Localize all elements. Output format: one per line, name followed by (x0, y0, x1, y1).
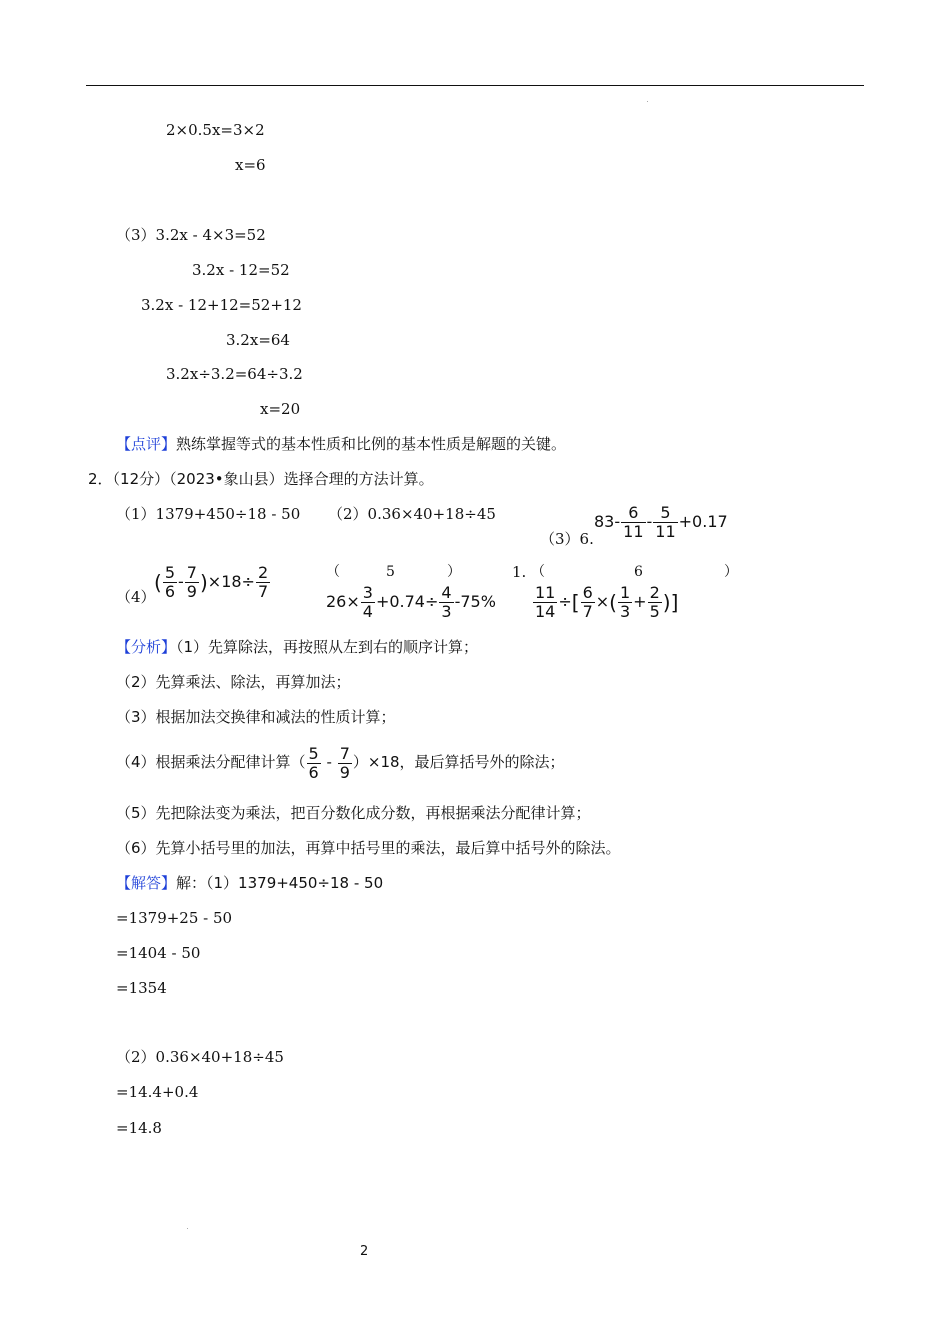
question-title: 2．（12分）（2023•象山县）选择合理的方法计算。 (88, 470, 434, 488)
analysis-line: （2）先算乘法、除法，再算加法； (116, 673, 351, 691)
problem-3-expression (594, 502, 728, 542)
answer-line: =14.4+0.4 (116, 1083, 199, 1101)
problem-6-open: （ (531, 564, 545, 580)
fraction: $\frac{2}{5}$ (649, 583, 660, 621)
expr-text: - (646, 512, 653, 531)
equation-line: 3.2x=64 (226, 331, 290, 349)
problem-5-close: ） (447, 564, 461, 580)
expr-text: +0.17 (678, 512, 728, 531)
speck (187, 1228, 188, 1229)
equation-line: 3.2x - 12+12=52+12 (141, 296, 302, 314)
expr-text: 83- (594, 512, 621, 531)
fraction: $\frac{5}{6}$ (164, 563, 175, 601)
problem-5-open: （ (326, 564, 340, 580)
answer-line: =14.8 (116, 1119, 162, 1137)
comment-tag: 【点评】 (116, 435, 177, 453)
analysis-tag: 【分析】 (116, 638, 177, 656)
analysis-line: （6）先算小括号里的加法，再算中括号里的乘法，最后算中括号外的除法。 (116, 839, 621, 857)
equation-line: 2×0.5x=3×2 (166, 121, 265, 139)
fraction: $\frac{11}{14}$ (535, 583, 556, 621)
comment-line (116, 434, 566, 454)
answer-line: =1404 - 50 (116, 944, 201, 962)
analysis-line (116, 637, 478, 657)
analysis-text: （1）先算除法，再按照从左到右的顺序计算； (176, 638, 479, 656)
fraction: $\frac{6}{7}$ (582, 583, 593, 621)
problem-6-prefix: 1. (512, 563, 527, 581)
analysis-line: （3）根据加法交换律和减法的性质计算； (116, 708, 396, 726)
problem-1: （1）1379+450÷18 - 50 (116, 505, 301, 523)
fraction: $\frac{3}{4}$ (362, 583, 373, 621)
problem-6-number: 6 (634, 564, 643, 580)
speck (647, 101, 648, 102)
answer-text: 解：（1）1379+450÷18 - 50 (176, 874, 384, 892)
problem-5-number: 5 (386, 564, 395, 580)
equation-line: 3.2x - 12=52 (192, 261, 290, 279)
equation-line: （3）3.2x - 4×3=52 (116, 226, 266, 244)
fraction: $\frac{2}{7}$ (257, 563, 269, 601)
fraction: $\frac{5}{11}$ (655, 503, 676, 541)
fraction: $\frac{7}{9}$ (339, 744, 350, 782)
fraction: $\frac{1}{3}$ (619, 583, 631, 621)
analysis-line: （4）根据乘法分配律计算（ $\frac{5}{6}$ - $\frac{7}{9}$ ）×18，最后算括号外的除法； (116, 744, 565, 782)
problem-6-close: ） (724, 564, 738, 580)
problem-2: （2）0.36×40+18÷45 (328, 505, 496, 523)
fraction: $\frac{7}{9}$ (186, 563, 197, 601)
equation-line: x=20 (260, 400, 301, 418)
problem-6-expression: $\frac{11}{14}$ ÷[ $\frac{6}{7}$ ×( $\frac{1}{3}$ + $\frac{2}{5}$ )] (535, 583, 679, 621)
answer-tag: 【解答】 (116, 874, 177, 892)
answer-line: =1354 (116, 979, 167, 997)
fraction: $\frac{5}{6}$ (308, 744, 319, 782)
problem-5-expression: 26× $\frac{3}{4}$ +0.74÷ $\frac{4}{3}$ -75% (326, 583, 496, 621)
problem-3-label: （3）6. (540, 530, 594, 548)
fraction: $\frac{6}{11}$ (623, 503, 644, 541)
equation-line: x=6 (235, 156, 266, 174)
fraction: $\frac{4}{3}$ (441, 583, 452, 621)
answer-line: =1379+25 - 50 (116, 909, 233, 927)
header-rule (86, 85, 864, 86)
answer-line: （2）0.36×40+18÷45 (116, 1048, 284, 1066)
equation-line: 3.2x÷3.2=64÷3.2 (166, 365, 303, 383)
problem-4-expression: ( $\frac{5}{6}$ - $\frac{7}{9}$ )×18÷ $\frac{2}{7}$ (154, 563, 269, 601)
answer-line (116, 873, 383, 893)
analysis-line: （5）先把除法变为乘法，把百分数化成分数，再根据乘法分配律计算； (116, 804, 591, 822)
problem-4-label: （4） (116, 588, 156, 606)
comment-text: 熟练掌握等式的基本性质和比例的基本性质是解题的关键。 (176, 435, 567, 453)
page-number: 2 (360, 1244, 369, 1259)
